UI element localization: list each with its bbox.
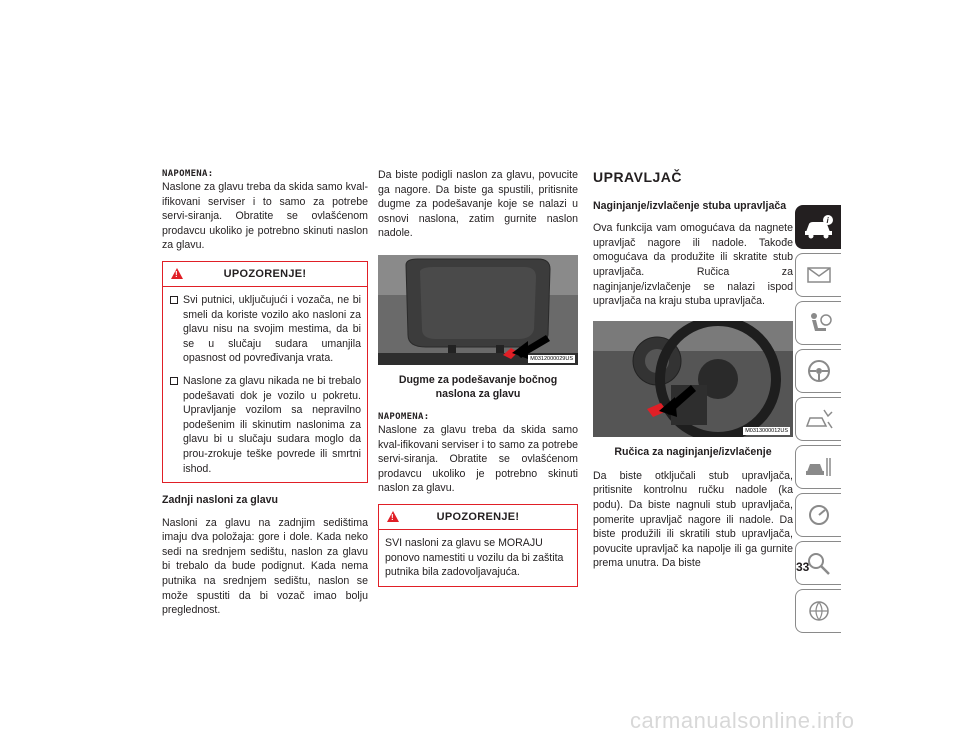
mail-icon [804,262,834,288]
car-crash-icon [804,406,834,432]
watermark: carmanualsonline.info [630,708,855,733]
warning-box [162,261,368,483]
headrest-photo [378,255,578,365]
checkbox-bullet-icon [170,296,178,304]
warning-header [163,262,367,287]
section-heading: UPRAVLJAČ [593,169,683,185]
warning-title: UPOZORENJE! [436,510,520,523]
subheading: Naginjanje/izvlačenje stuba upravljača [593,199,787,212]
headrest-illustration [378,255,578,365]
tab-messages[interactable] [795,253,841,297]
note-title: NAPOMENA: [162,169,214,179]
paragraph: Da biste otključali stub upravljača, pritisnite kontrolnu ručku nadole (ka podu). Da biste nagnuli stub upravljača, pomerite upravljač nagore ili nadole. Da biste produžili ili skratili stub upravljača, povucite upravljač ka napolje ili ga gurnite prema unutra. Da biste [593,469,793,570]
note-text: Naslone za glavu treba da skida samo kval-ifikovani serviser i to samo za potrebe servi-siranja. Obratite se ovlašćenom prodavcu ukoliko je potrebno skinuti naslon za glavu. [378,423,578,495]
tab-safety[interactable] [795,301,841,345]
tools-icon [804,454,834,480]
paragraph: Da biste podigli naslon za glavu, povucite ga nagore. Da biste ga spustili, pritisnite dugme za podešavanje koje se nalazi u osnovi naslona, zatim gurnite naslon nadole. [378,169,578,240]
seat-airbag-icon [804,310,834,336]
tab-service[interactable] [795,445,841,489]
column-left [162,168,368,626]
tab-emergency[interactable] [795,397,841,441]
column-middle [378,168,578,597]
note-text: Naslone za glavu treba da skida samo kval-ifikovani serviser i to samo za potrebe servi-siranja. Obratite se ovlašćenom prodavcu ukoliko je potrebno skinuti naslon za glavu. [162,181,368,252]
steering-column-photo [593,321,793,437]
warning-item-text: Svi putnici, uključujući i vozača, ne bi smeli da koriste vozilo ako nasloni za glavu nisu na svojim mestima, da bi se u slučaju sudara umanjila opasnost od povređivanja vrata. [183,293,361,365]
image-code: M0312000029US [530,355,573,362]
warning-triangle-icon: ! [171,268,183,279]
steering-illustration [593,321,793,437]
steering-wheel-icon [804,358,834,384]
car-info-icon [804,214,834,240]
column-right [593,168,793,579]
warning-item [169,374,361,476]
tab-vehicle-info[interactable] [795,205,841,249]
subheading: Zadnji nasloni za glavu [162,494,278,507]
tab-specifications[interactable] [795,493,841,537]
tab-driving[interactable] [795,349,841,393]
dashboard-icon [804,502,834,528]
note-title: NAPOMENA: [378,411,430,422]
paragraph: Ova funkcija vam omogućava da nagnete upravljač nagore ili nadole. Takođe omogućava da produžite ili skratite stub upravljača. Ručica za naginjanje/izvlačenje se nalazi ispod upravljača na kraju stuba upravljača. [593,222,793,308]
warning-item [169,293,361,366]
svg-text:i: i [826,216,829,225]
paragraph: Nasloni za glavu na zadnjim sedištima imaju dva položaja: gore i dole. Kada neko sedi na srednjem sedištu, naslon za glavu bi trebalo da bude podignut. Kada nema putnika na srednjem sedištu, naslon se može spustiti da bi vozač imao bolju preglednost. [162,516,368,617]
tab-languages[interactable] [795,589,841,633]
image-caption: Ručica za naginjanje/izvlačenje [614,445,772,458]
language-icon [804,598,834,624]
warning-title: UPOZORENJE! [223,267,307,280]
warning-item-text: Naslone za glavu nikada ne bi trebalo podešavati dok je vozilo u pokretu. Upravljanje vozilom sa nepravilno podešenim ili skinutim naslonima za glavu bi u slučaju sudara moglo da prou-zrokuje teške povrede ili smrtni ishod. [183,374,361,475]
warning-box [378,504,578,587]
warning-body [379,530,577,586]
warning-text: SVI nasloni za glavu se MORAJU ponovo namestiti u vozilu da bi zaštita putnika bila zadovoljavajuća. [385,536,564,579]
image-code: M0313000012US [745,427,788,434]
warning-triangle-icon: ! [387,511,399,522]
image-caption: Dugme za podešavanje bočnog naslona za glavu [398,373,558,400]
page-number: 33 [796,560,810,574]
checkbox-bullet-icon [170,377,178,385]
warning-header [379,505,577,530]
warning-body [163,287,367,482]
